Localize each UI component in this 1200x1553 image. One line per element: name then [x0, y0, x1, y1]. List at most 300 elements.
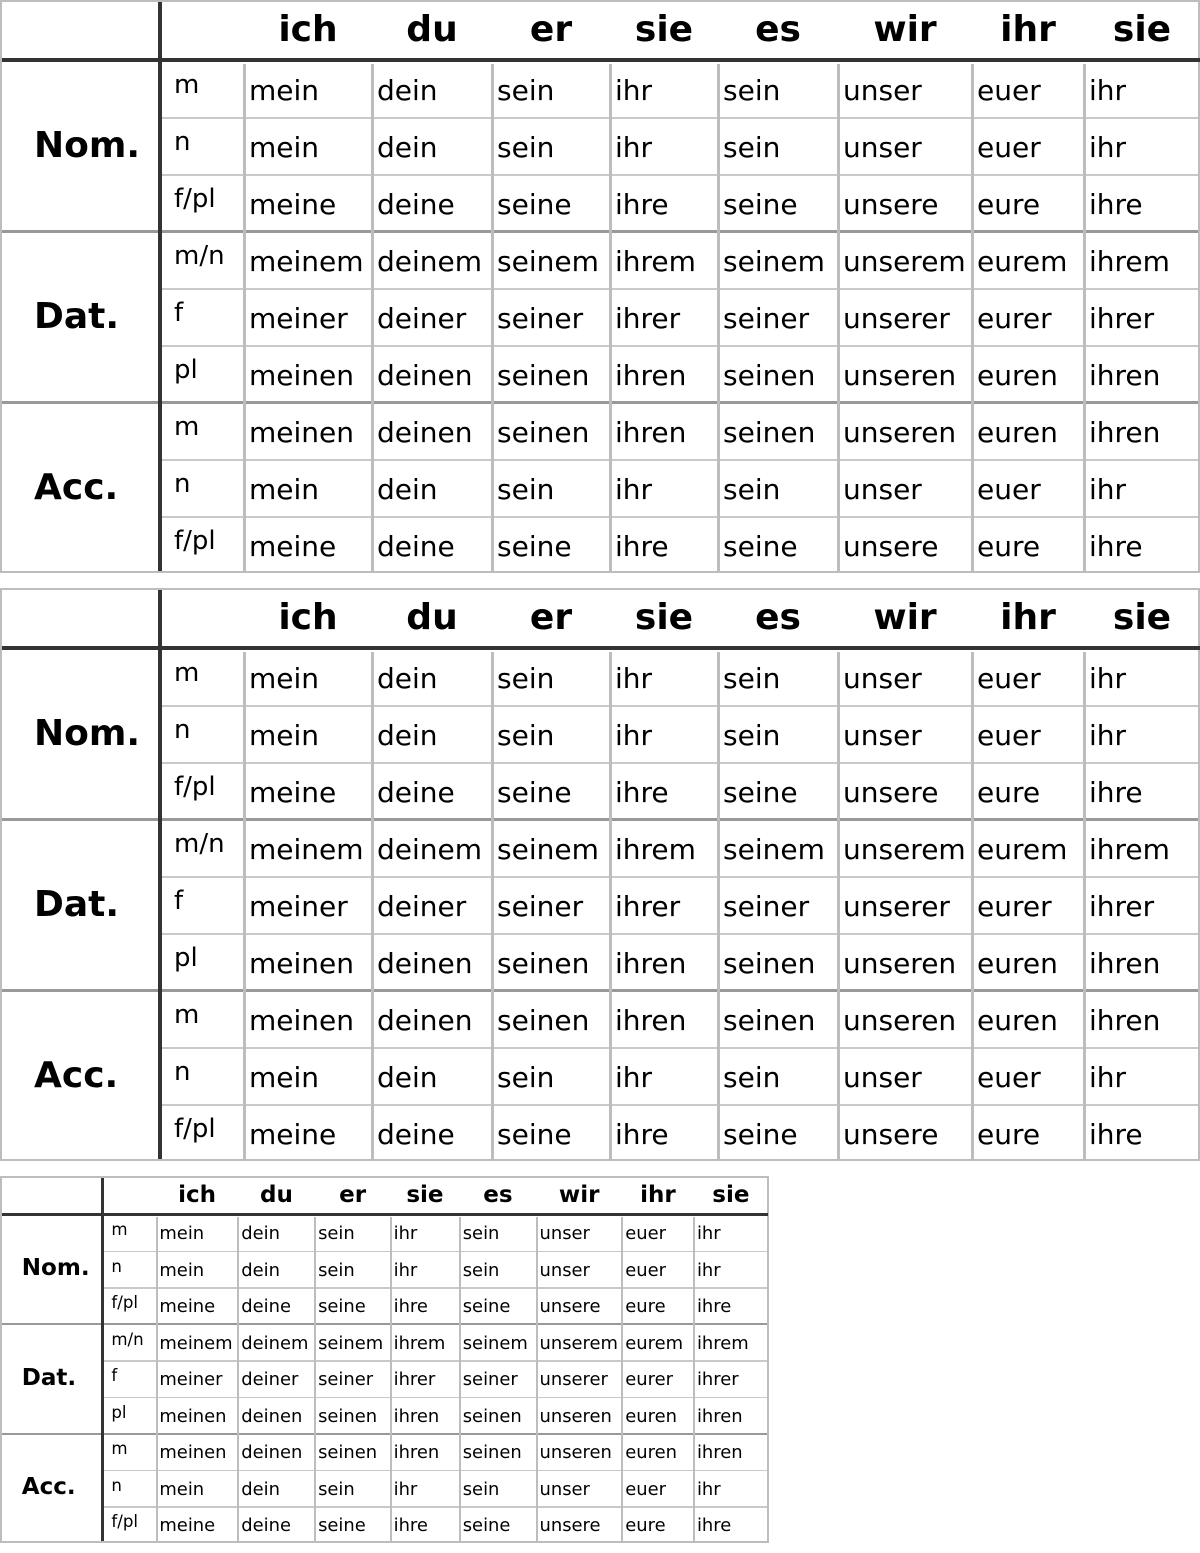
table-cell: ihr — [393, 1478, 418, 1500]
table-cell: euer — [977, 473, 1041, 506]
declension-table-small — [0, 1176, 768, 1543]
table-cell: euer — [977, 74, 1041, 107]
table-cell: ihren — [615, 947, 687, 980]
table-cell: sein — [497, 74, 555, 107]
table-cell: ihre — [696, 1296, 732, 1318]
column-divider — [371, 64, 374, 573]
table-cell: ihrem — [1089, 245, 1170, 278]
gender-label: pl — [174, 355, 198, 385]
table-cell: unser — [539, 1259, 590, 1281]
table-cell: meine — [249, 776, 337, 809]
column-header-er: er — [339, 1181, 367, 1208]
gender-label: f — [174, 886, 184, 916]
table-cell: eure — [977, 530, 1041, 563]
gender-label: pl — [174, 943, 198, 973]
gender-label: m — [174, 412, 200, 442]
table-cell: meinen — [159, 1405, 227, 1427]
column-divider — [390, 1217, 392, 1543]
table-cell: ihr — [615, 1061, 653, 1094]
column-divider — [459, 1217, 461, 1543]
gender-label: f/pl — [174, 772, 216, 802]
table-cell: seine — [497, 188, 572, 221]
table-cell: sein — [462, 1223, 500, 1245]
table-cell: deine — [377, 776, 455, 809]
column-header-ihr: ihr — [1000, 9, 1056, 50]
table-cell: meine — [249, 188, 337, 221]
table-cell: mein — [249, 719, 320, 752]
table-cell: unserer — [843, 890, 950, 923]
table-cell: euer — [977, 719, 1041, 752]
table-cell: ihre — [615, 530, 669, 563]
table-cell: euer — [977, 131, 1041, 164]
column-header-du: du — [260, 1181, 293, 1208]
table-cell: meinen — [159, 1442, 227, 1464]
table-cell: meiner — [159, 1369, 223, 1391]
table-cell: deinem — [377, 833, 483, 866]
table-cell: unser — [843, 662, 922, 695]
table-cell: seiner — [723, 890, 810, 923]
table-cell: seinen — [318, 1405, 378, 1427]
column-header-ich: ich — [178, 1181, 217, 1208]
column-divider — [491, 64, 494, 573]
table-cell: dein — [241, 1478, 280, 1500]
table-cell: unsere — [539, 1515, 601, 1537]
table-cell: deiner — [377, 302, 467, 335]
gender-label: m/n — [111, 1329, 144, 1349]
table-cell: mein — [249, 74, 320, 107]
column-header-sie: sie — [1112, 9, 1172, 50]
table-cell: ihren — [615, 359, 687, 392]
table-cell: seinem — [723, 245, 825, 278]
column-header-sie: sie — [406, 1181, 444, 1208]
table-cell: ihrer — [615, 302, 681, 335]
table-cell: mein — [249, 1061, 320, 1094]
table-cell: unsere — [843, 530, 939, 563]
table-left-edge — [0, 588, 2, 1161]
table-cell: unsere — [539, 1296, 601, 1318]
table-cell: sein — [723, 473, 781, 506]
table-cell: deine — [241, 1515, 291, 1537]
table-cell: unser — [539, 1478, 590, 1500]
table-cell: ihrem — [615, 833, 696, 866]
column-divider — [1083, 64, 1086, 573]
table-cell: ihren — [615, 1004, 687, 1037]
table-cell: ihrem — [696, 1332, 749, 1354]
table-cell: sein — [497, 473, 555, 506]
table-cell: seinen — [462, 1405, 522, 1427]
table-cell: ihr — [393, 1259, 418, 1281]
table-cell: deine — [377, 188, 455, 221]
table-cell: unser — [843, 719, 922, 752]
case-label-acc: Acc. — [34, 467, 119, 508]
table-cell: ihren — [696, 1442, 743, 1464]
gender-label: f/pl — [111, 1293, 138, 1313]
gender-label: f — [111, 1366, 118, 1386]
case-label-acc: Acc. — [21, 1474, 76, 1501]
table-cell: meiner — [249, 302, 348, 335]
table-cell: ihre — [615, 1118, 669, 1151]
table-cell: mein — [249, 473, 320, 506]
table-cell: ihre — [1089, 1118, 1143, 1151]
column-header-es: es — [755, 597, 801, 638]
table-left-edge — [0, 0, 2, 573]
table-cell: seiner — [318, 1369, 374, 1391]
table-cell: meine — [249, 530, 337, 563]
case-column-divider — [158, 0, 162, 573]
table-left-edge — [0, 1176, 2, 1543]
table-cell: eurem — [977, 245, 1068, 278]
header-underline — [0, 646, 1200, 650]
table-cell: unseren — [539, 1442, 612, 1464]
table-cell: seinen — [318, 1442, 378, 1464]
table-cell: ihren — [696, 1405, 743, 1427]
table-cell: unseren — [843, 947, 957, 980]
table-cell: dein — [377, 1061, 438, 1094]
table-cell: seinem — [723, 833, 825, 866]
table-cell: mein — [249, 131, 320, 164]
table-cell: ihre — [1089, 776, 1143, 809]
table-cell: unserer — [539, 1369, 608, 1391]
gender-label: m/n — [174, 829, 225, 859]
table-cell: eure — [625, 1296, 666, 1318]
table-cell: eure — [977, 776, 1041, 809]
table-cell: deinen — [241, 1405, 303, 1427]
table-cell: ihrem — [1089, 833, 1170, 866]
table-cell: ihrer — [393, 1369, 436, 1391]
table-cell: meinen — [249, 359, 354, 392]
column-divider — [156, 1217, 158, 1543]
table-bottom-edge — [0, 1541, 768, 1543]
column-divider — [621, 1217, 623, 1543]
gender-label: m — [174, 658, 200, 688]
case-column-divider — [101, 1176, 104, 1543]
table-cell: sein — [723, 131, 781, 164]
column-header-sie: sie — [712, 1181, 750, 1208]
table-cell: ihr — [696, 1478, 721, 1500]
table-cell: ihren — [615, 416, 687, 449]
table-cell: sein — [723, 1061, 781, 1094]
table-cell: seinen — [723, 1004, 816, 1037]
table-cell: unser — [843, 473, 922, 506]
gender-label: n — [174, 1057, 191, 1087]
column-header-ihr: ihr — [1000, 597, 1056, 638]
column-header-sie: sie — [634, 597, 694, 638]
column-header-es: es — [755, 9, 801, 50]
table-right-edge — [767, 1176, 769, 1543]
column-divider — [314, 1217, 316, 1543]
table-cell: sein — [723, 662, 781, 695]
column-divider — [237, 1217, 239, 1543]
table-top-edge — [0, 588, 1200, 590]
column-divider — [837, 64, 840, 573]
case-label-dat: Dat. — [34, 884, 120, 925]
table-cell: unsere — [843, 1118, 939, 1151]
table-top-edge — [0, 1176, 768, 1178]
table-cell: sein — [318, 1478, 355, 1500]
table-cell: meinen — [249, 416, 354, 449]
column-divider — [609, 64, 612, 573]
table-cell: ihren — [393, 1442, 440, 1464]
column-divider — [491, 652, 494, 1161]
table-cell: eurer — [977, 302, 1052, 335]
gender-label: f/pl — [174, 184, 216, 214]
gender-label: n — [174, 127, 191, 157]
table-cell: seine — [723, 188, 798, 221]
table-cell: unsere — [843, 776, 939, 809]
table-cell: seine — [497, 776, 572, 809]
table-cell: unser — [539, 1223, 590, 1245]
table-cell: dein — [377, 719, 438, 752]
table-cell: unser — [843, 74, 922, 107]
table-cell: deinem — [377, 245, 483, 278]
gender-label: m — [174, 1000, 200, 1030]
table-cell: seine — [462, 1296, 511, 1318]
column-divider — [243, 652, 246, 1161]
table-bottom-edge — [0, 1159, 1200, 1161]
table-cell: sein — [497, 719, 555, 752]
column-divider — [717, 652, 720, 1161]
table-cell: sein — [723, 719, 781, 752]
table-cell: euer — [625, 1259, 667, 1281]
gender-label: pl — [111, 1402, 127, 1422]
case-column-divider — [158, 588, 162, 1161]
table-cell: seine — [497, 530, 572, 563]
table-cell: seiner — [723, 302, 810, 335]
table-cell: euren — [977, 359, 1058, 392]
table-cell: dein — [241, 1223, 280, 1245]
table-cell: seinen — [462, 1442, 522, 1464]
column-header-wir: wir — [873, 597, 937, 638]
table-cell: meine — [159, 1515, 216, 1537]
table-cell: meinem — [159, 1332, 233, 1354]
table-cell: seinen — [497, 947, 590, 980]
table-cell: euer — [625, 1223, 667, 1245]
column-divider — [837, 652, 840, 1161]
column-header-du: du — [406, 9, 458, 50]
table-cell: seinem — [318, 1332, 384, 1354]
table-cell: dein — [377, 131, 438, 164]
column-header-er: er — [529, 9, 573, 50]
table-cell: mein — [249, 662, 320, 695]
gender-label: n — [174, 715, 191, 745]
table-cell: euren — [977, 416, 1058, 449]
table-cell: euren — [977, 947, 1058, 980]
case-label-dat: Dat. — [34, 296, 120, 337]
table-cell: ihrer — [1089, 890, 1155, 923]
table-cell: seinen — [723, 416, 816, 449]
table-cell: ihren — [1089, 947, 1161, 980]
case-label-nom: Nom. — [34, 713, 141, 754]
table-cell: seinen — [723, 947, 816, 980]
table-cell: dein — [241, 1259, 280, 1281]
table-cell: deinen — [377, 947, 473, 980]
header-underline — [0, 1213, 768, 1216]
table-cell: euer — [977, 1061, 1041, 1094]
table-cell: seinen — [497, 1004, 590, 1037]
table-cell: unserem — [539, 1332, 618, 1354]
column-divider — [243, 64, 246, 573]
table-cell: ihr — [615, 131, 653, 164]
table-cell: seiner — [497, 302, 584, 335]
table-cell: ihrer — [1089, 302, 1155, 335]
table-cell: unserer — [843, 302, 950, 335]
table-cell: deinen — [377, 416, 473, 449]
case-label-dat: Dat. — [21, 1364, 77, 1391]
table-cell: seiner — [497, 890, 584, 923]
table-cell: mein — [159, 1259, 205, 1281]
table-cell: ihren — [1089, 416, 1161, 449]
gender-label: f/pl — [111, 1512, 138, 1532]
table-cell: deine — [377, 530, 455, 563]
table-cell: deine — [377, 1118, 455, 1151]
table-cell: dein — [377, 74, 438, 107]
gender-label: f/pl — [174, 1114, 216, 1144]
table-cell: ihr — [615, 74, 653, 107]
column-header-ich: ich — [278, 9, 338, 50]
table-cell: ihre — [1089, 530, 1143, 563]
table-cell: deinem — [241, 1332, 309, 1354]
declension-table-large-top — [0, 0, 1200, 573]
declension-table-large-bottom — [0, 588, 1200, 1161]
table-cell: eurer — [977, 890, 1052, 923]
table-cell: ihr — [696, 1223, 721, 1245]
table-cell: dein — [377, 473, 438, 506]
table-cell: unseren — [843, 416, 957, 449]
table-cell: unser — [843, 131, 922, 164]
table-bottom-edge — [0, 571, 1200, 573]
table-cell: ihren — [1089, 1004, 1161, 1037]
table-cell: sein — [318, 1259, 355, 1281]
table-cell: meinen — [249, 947, 354, 980]
table-cell: eurem — [977, 833, 1068, 866]
table-cell: meine — [159, 1296, 216, 1318]
table-cell: sein — [723, 74, 781, 107]
table-cell: ihr — [1089, 662, 1127, 695]
column-divider — [371, 652, 374, 1161]
column-header-wir: wir — [558, 1181, 600, 1208]
table-cell: ihre — [615, 776, 669, 809]
table-top-edge — [0, 0, 1200, 2]
table-cell: ihren — [1089, 359, 1161, 392]
table-cell: seinem — [497, 245, 599, 278]
table-cell: ihr — [1089, 74, 1127, 107]
table-cell: seine — [723, 530, 798, 563]
table-cell: seine — [497, 1118, 572, 1151]
table-cell: ihren — [393, 1405, 440, 1427]
column-divider — [1083, 652, 1086, 1161]
table-cell: eurem — [625, 1332, 684, 1354]
column-header-sie: sie — [1112, 597, 1172, 638]
table-cell: ihre — [393, 1515, 428, 1537]
gender-label: f/pl — [174, 526, 216, 556]
case-label-acc: Acc. — [34, 1055, 119, 1096]
table-cell: deinen — [377, 359, 473, 392]
table-cell: sein — [462, 1478, 500, 1500]
table-cell: sein — [318, 1223, 355, 1245]
table-cell: mein — [159, 1478, 205, 1500]
table-cell: seinem — [462, 1332, 528, 1354]
table-cell: ihr — [1089, 719, 1127, 752]
table-cell: ihrem — [615, 245, 696, 278]
table-cell: seine — [723, 1118, 798, 1151]
table-cell: ihre — [393, 1296, 428, 1318]
table-cell: meine — [249, 1118, 337, 1151]
table-cell: deiner — [241, 1369, 299, 1391]
table-cell: ihrer — [615, 890, 681, 923]
column-divider — [536, 1217, 538, 1543]
table-cell: unseren — [843, 1004, 957, 1037]
gender-label: n — [111, 1256, 122, 1276]
column-header-ihr: ihr — [640, 1181, 676, 1208]
table-cell: unserem — [843, 833, 966, 866]
header-underline — [0, 58, 1200, 62]
table-cell: ihre — [696, 1515, 732, 1537]
table-cell: ihre — [615, 188, 669, 221]
table-cell: eure — [977, 1118, 1041, 1151]
column-divider — [693, 1217, 695, 1543]
gender-label: m/n — [174, 241, 225, 271]
table-cell: seine — [318, 1296, 366, 1318]
table-cell: ihr — [393, 1223, 418, 1245]
table-cell: euer — [977, 662, 1041, 695]
column-divider — [609, 652, 612, 1161]
table-cell: deinen — [241, 1442, 303, 1464]
table-cell: deiner — [377, 890, 467, 923]
table-cell: unseren — [539, 1405, 612, 1427]
table-cell: ihr — [1089, 1061, 1127, 1094]
table-cell: seine — [318, 1515, 366, 1537]
column-header-sie: sie — [634, 9, 694, 50]
table-cell: sein — [462, 1259, 500, 1281]
column-header-wir: wir — [873, 9, 937, 50]
table-cell: meinem — [249, 245, 364, 278]
table-cell: sein — [497, 131, 555, 164]
case-label-nom: Nom. — [21, 1255, 90, 1282]
table-cell: euren — [625, 1405, 677, 1427]
table-cell: ihr — [615, 719, 653, 752]
table-cell: ihre — [1089, 188, 1143, 221]
gender-label: n — [174, 469, 191, 499]
column-divider — [971, 64, 974, 573]
table-cell: ihr — [615, 473, 653, 506]
table-cell: meinen — [249, 1004, 354, 1037]
table-cell: mein — [159, 1223, 205, 1245]
table-cell: unserem — [843, 245, 966, 278]
table-cell: ihrer — [696, 1369, 739, 1391]
table-cell: seinen — [497, 359, 590, 392]
table-cell: seiner — [462, 1369, 518, 1391]
table-cell: dein — [377, 662, 438, 695]
table-cell: unseren — [843, 359, 957, 392]
column-header-ich: ich — [278, 597, 338, 638]
table-cell: unser — [843, 1061, 922, 1094]
table-cell: sein — [497, 662, 555, 695]
table-cell: ihr — [696, 1259, 721, 1281]
column-header-du: du — [406, 597, 458, 638]
table-cell: eurer — [625, 1369, 673, 1391]
table-cell: ihr — [1089, 473, 1127, 506]
column-header-es: es — [483, 1181, 513, 1208]
table-cell: ihr — [615, 662, 653, 695]
table-cell: euer — [625, 1478, 667, 1500]
gender-label: m — [111, 1439, 128, 1459]
gender-label: m — [174, 70, 200, 100]
column-divider — [717, 64, 720, 573]
table-cell: seinen — [497, 416, 590, 449]
table-cell: sein — [497, 1061, 555, 1094]
column-header-er: er — [529, 597, 573, 638]
table-cell: deine — [241, 1296, 291, 1318]
